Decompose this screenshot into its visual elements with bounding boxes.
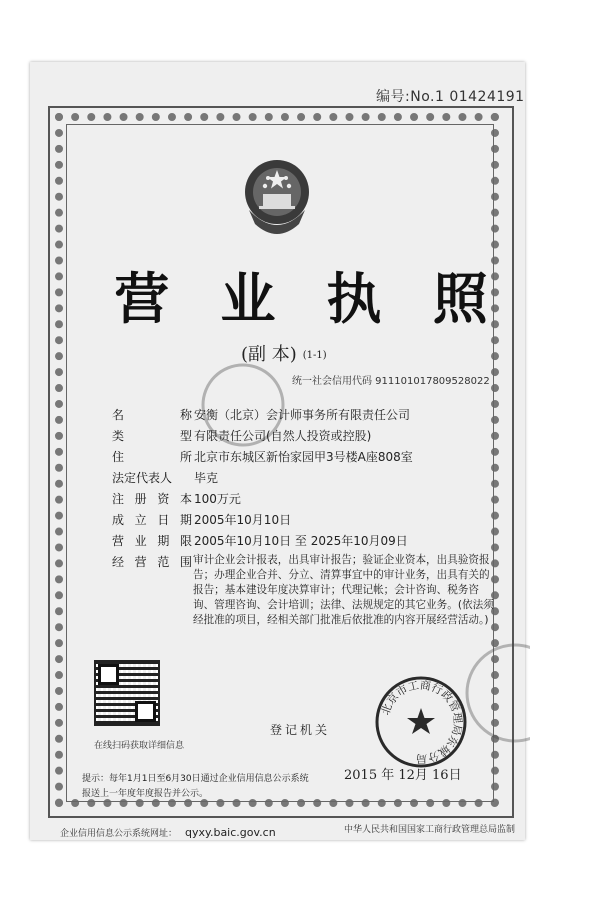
field-value: 北京市东城区新怡家园甲3号楼A座808室 [194,450,413,464]
credit-code: 统一社会信用代码 911101017809528022 [292,376,490,387]
field-label [112,532,192,549]
field-label-char: 资 [157,492,170,506]
national-emblem-icon [241,150,313,244]
seal-text: 北京市工商行政管理局东城分局 [378,678,465,766]
field-label [112,553,192,570]
field-label [112,511,192,528]
field-label-char: 成 [112,513,125,527]
field-label [112,427,192,444]
field-value: 2005年10月10日 [194,513,292,527]
field-label [112,448,192,465]
field-label-char: 经 [112,555,125,569]
field-label-char: 营 [112,534,125,548]
footer-url-link[interactable]: qyxy.baic.gov.cn [185,826,276,839]
field-row [112,532,413,553]
footer-url-label: 企业信用信息公示系统网址： [60,829,178,839]
field-label-char: 围 [179,555,192,569]
field-label [112,469,192,486]
qr-code[interactable] [94,660,160,726]
footer-system-url [60,826,276,839]
field-list [112,406,413,574]
field-label-char: 业 [134,534,147,548]
field-value: 毕克 [194,471,219,485]
official-seal-icon [373,674,469,770]
field-value: 100万元 [194,492,241,506]
field-label-char: 期 [157,534,170,548]
field-label-char: 限 [179,534,192,548]
registration-authority-label: 登记机关 [270,723,331,737]
field-label-char: 营 [134,555,147,569]
field-row [112,469,413,490]
field-value: 安衡（北京）会计师事务所有限责任公司 [194,408,411,422]
business-scope: 审计企业会计报表，出具审计报告；验证企业资本，出具验资报告；办理企业合并、分立、清算事宜中的审计业务，出具有关的报告；基本建设年度决算审计；代理记帐；会计咨询、税务咨询、管理咨询、会计培训；法律、法规规定的其它业务。(依法须经批准的项目，经相关部门批准后依批准的内容开展经营活动。) [193,554,494,626]
qr-caption: 在线扫码获取详细信息 [94,741,185,751]
field-value: 有限责任公司(自然人投资或控股) [194,429,372,443]
field-label-char: 日 [157,513,170,527]
field-row [112,511,413,532]
field-label-char: 所 [179,450,192,464]
field-label-char: 名 [112,408,125,422]
field-label-char: 立 [134,513,147,527]
field-label-char: 册 [134,492,147,506]
annual-report-note [82,772,309,802]
note-line-2: 报送上一年度年度报告并公示。 [82,789,209,799]
field-row [112,406,413,427]
field-label-char: 期 [179,513,192,527]
field-label-char: 法定代表人 [112,471,173,485]
note-line-1: 提示：每年1月1日至6月30日通过企业信用信息公示系统 [82,774,309,784]
license-title: 营 业 执 照 [114,267,504,331]
subtitle-text: (副 本) [241,344,297,365]
footer-issuer: 中华人民共和国国家工商行政管理总局监制 [344,825,516,835]
field-label-char: 住 [112,450,125,464]
field-label-char: 类 [112,429,125,443]
subtitle-code: (1-1) [302,350,327,361]
field-label-char: 注 [112,492,125,506]
field-label-char: 称 [179,408,192,422]
serial-number: 编号:No.1 01424191 [376,89,525,105]
field-label [112,406,192,423]
field-row [112,427,413,448]
field-value: 2005年10月10日 至 2025年10月09日 [194,534,408,548]
field-label-char: 本 [179,492,192,506]
field-label-char: 型 [179,429,192,443]
field-label [112,490,192,507]
field-label-char: 范 [157,555,170,569]
field-row [112,490,413,511]
field-row [112,448,413,469]
issue-date: 2015 年 12月 16日 [344,768,462,783]
